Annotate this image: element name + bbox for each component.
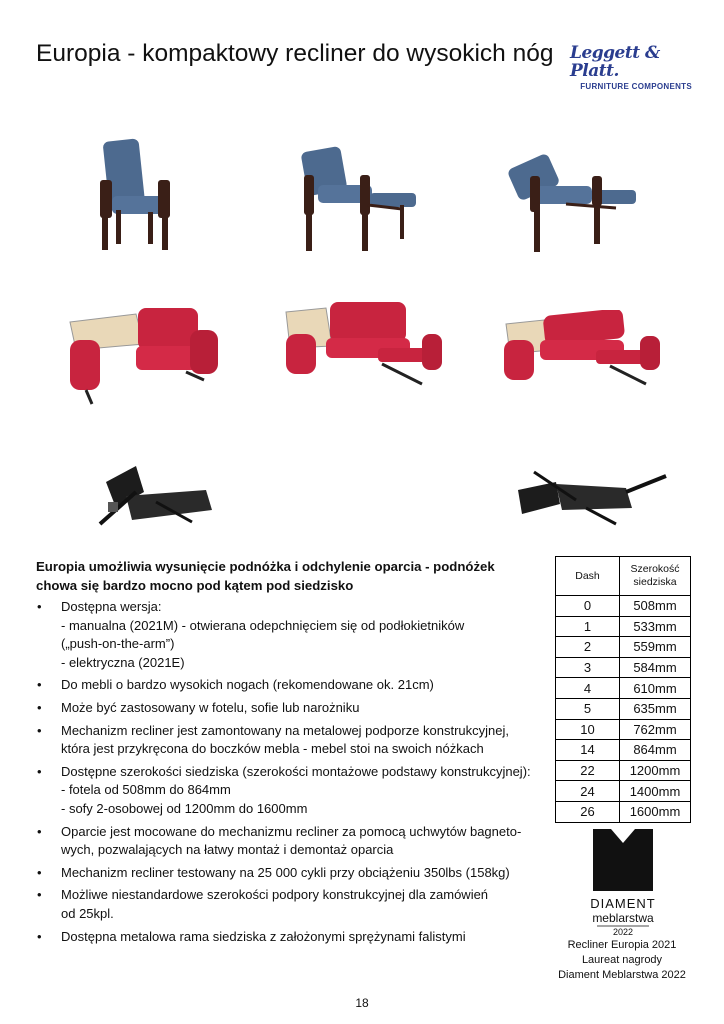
award-word-diament: DIAMENT <box>590 896 656 911</box>
feature-heading: Europia umożliwia wysunięcie podnóżka i odchylenie oparcia - podnóżek chowa się bardzo mocno pod kątem pod siedzisko <box>36 559 495 593</box>
table-row <box>556 596 691 617</box>
table-row <box>556 760 691 781</box>
table-row <box>556 719 691 740</box>
table-cell: 14 <box>556 740 620 761</box>
feature-line: • Dostępne szerokości siedziska (szerokości montażowe podstawy konstrukcyjnej): <box>61 763 531 779</box>
table-row <box>556 801 691 822</box>
feature-line: od 25kpl. <box>61 905 114 921</box>
table-cell: 559mm <box>620 637 691 658</box>
red-sofa-footrest-image <box>282 298 448 394</box>
feature-line: • Dostępna metalowa rama siedziska z założonymi sprężynami falistymi <box>61 928 466 944</box>
table-cell: 3 <box>556 657 620 678</box>
table-row <box>556 637 691 658</box>
feature-line: • Mechanizm recliner jest zamontowany na metalowej podporze konstrukcyjnej, <box>61 722 509 738</box>
table-cell: 533mm <box>620 616 691 637</box>
mechanism-open-image <box>516 468 670 528</box>
feature-line: wych, pozwalających na łatwy montaż i demontaż oparcia <box>61 842 394 858</box>
table-cell: 24 <box>556 781 620 802</box>
table-cell: 5 <box>556 698 620 719</box>
feature-item <box>36 699 541 718</box>
table-cell: 635mm <box>620 698 691 719</box>
diament-award-logo <box>563 829 683 942</box>
feature-item <box>36 763 541 819</box>
award-caption <box>540 938 704 983</box>
table-cell: 1 <box>556 616 620 637</box>
table-cell: 2 <box>556 637 620 658</box>
logo-sub-text: FURNITURE COMPONENTS <box>580 82 692 91</box>
table-cell: 1200mm <box>620 760 691 781</box>
feature-line: - fotela od 508mm do 864mm <box>61 782 231 798</box>
table-cell: 1600mm <box>620 801 691 822</box>
table-cell: 0 <box>556 596 620 617</box>
feature-item <box>36 598 541 672</box>
award-word-meblarstwa: meblarstwa <box>592 911 654 925</box>
page-title: Europia - kompaktowy recliner do wysokich nóg <box>36 40 554 67</box>
table-cell: 4 <box>556 678 620 699</box>
feature-line: która jest przykręcona do boczków mebla - mebel stoi na swoich nóżkach <box>61 741 484 757</box>
logo-script-text: Leggett & Platt. <box>570 43 660 81</box>
table-row <box>556 678 691 699</box>
blue-chair-footrest-image <box>298 145 422 257</box>
table-cell: 508mm <box>620 596 691 617</box>
blue-chair-reclined-image <box>506 154 638 254</box>
page-number: 18 <box>355 996 369 1010</box>
feature-item <box>36 823 541 860</box>
table-cell: 762mm <box>620 719 691 740</box>
feature-list <box>36 598 541 950</box>
table-cell: 1400mm <box>620 781 691 802</box>
table-row <box>556 616 691 637</box>
table-cell: 864mm <box>620 740 691 761</box>
table-cell: 10 <box>556 719 620 740</box>
leggett-platt-logo <box>570 43 692 91</box>
feature-line: • Możliwe niestandardowe szerokości podpory konstrukcyjnej dla zamówień <box>61 887 489 903</box>
table-cell: 610mm <box>620 678 691 699</box>
red-sofa-closed-image <box>66 300 222 410</box>
table-header-dash: Dash <box>556 557 620 596</box>
feature-item <box>36 722 541 759</box>
table-row <box>556 740 691 761</box>
feature-line: („push-on-the-arm”) <box>61 636 175 652</box>
feature-line: • Dostępna wersja: <box>61 599 162 614</box>
table-row <box>556 657 691 678</box>
blue-chair-closed-image <box>92 134 192 254</box>
feature-item <box>36 886 541 923</box>
feature-line: - elektryczna (2021E) <box>61 654 185 670</box>
feature-item <box>36 864 541 883</box>
dash-width-table <box>555 556 691 823</box>
red-sofa-reclined-image <box>500 310 666 390</box>
feature-item <box>36 928 541 947</box>
award-caption-line: Diament Meblarstwa 2022 <box>558 969 686 981</box>
mechanism-closed-image <box>96 462 216 532</box>
feature-line: • Może być zastosowany w fotelu, sofie lub narożniku <box>61 699 360 715</box>
award-caption-line: Laureat nagrody <box>581 954 663 966</box>
award-year: 2022 <box>612 927 634 937</box>
table-cell: 22 <box>556 760 620 781</box>
table-row <box>556 781 691 802</box>
feature-line: • Do mebli o bardzo wysokich nogach (rekomendowane ok. 21cm) <box>61 677 434 693</box>
award-caption-line: Recliner Europia 2021 <box>567 939 677 951</box>
feature-line: • Mechanizm recliner testowany na 25 000 cykli przy obciążeniu 350lbs (158kg) <box>61 864 510 880</box>
feature-item <box>36 676 541 695</box>
table-header-width: Szerokość siedziska <box>620 557 691 596</box>
feature-line: - manualna (2021M) - otwierana odepchnięciem się od podłokietników <box>61 617 465 633</box>
feature-line: - sofy 2-osobowej od 1200mm do 1600mm <box>61 800 308 816</box>
feature-line: • Oparcie jest mocowane do mechanizmu recliner za pomocą uchwytów bagneto- <box>61 823 522 839</box>
table-cell: 26 <box>556 801 620 822</box>
table-cell: 584mm <box>620 657 691 678</box>
table-row <box>556 698 691 719</box>
